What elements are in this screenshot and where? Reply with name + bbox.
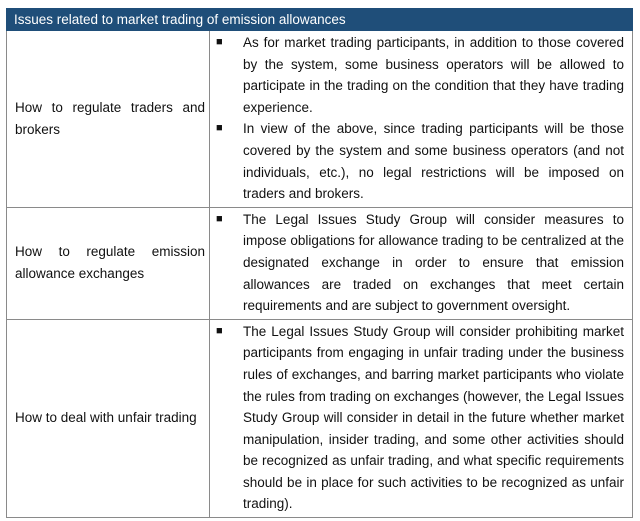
bullet-text: The Legal Issues Study Group will consider measures to impose obligations for allowance trading to be centralized at the designated exchange in order to ensure that emission allowances are traded on exchanges that meet certain requirements and are subject to government oversight. bbox=[243, 211, 624, 314]
square-bullet-icon: ■ bbox=[216, 122, 223, 135]
square-bullet-icon: ■ bbox=[216, 212, 223, 225]
square-bullet-icon: ■ bbox=[216, 36, 223, 48]
bullet-text: In view of the above, since trading participants will be those covered by the system and some business operators (and not individuals, etc.), no legal restrictions will be imposed on traders and brokers. bbox=[243, 121, 624, 202]
list-item bbox=[216, 209, 624, 317]
list-item bbox=[216, 321, 624, 515]
list-item bbox=[216, 118, 624, 204]
bullet-list bbox=[216, 209, 624, 317]
bullet-list bbox=[216, 321, 624, 515]
table-row bbox=[7, 319, 633, 517]
emission-trading-issues-table bbox=[6, 8, 633, 518]
row-body bbox=[210, 319, 633, 517]
row-body bbox=[210, 31, 633, 208]
bullet-text: The Legal Issues Study Group will consider prohibiting market participants from engaging in unfair trading under the business rules of exchanges, and barring market participants who violate the rules from trading on exchanges (however, the Legal Issues Study Group will consider in detail in the future whether market manipulation, insider trading, and some other activities should be recognized as unfair trading, and what specific requirements should be in place for such activities to be recognized as unfair trading). bbox=[243, 323, 624, 512]
row-body bbox=[210, 207, 633, 319]
row-label: How to regulate emission allowance exchanges bbox=[7, 207, 210, 319]
table-header-row bbox=[7, 9, 633, 31]
table-header: Issues related to market trading of emission allowances bbox=[7, 9, 633, 31]
bullet-list bbox=[216, 32, 624, 205]
square-bullet-icon: ■ bbox=[216, 324, 223, 337]
list-item bbox=[216, 32, 624, 118]
bullet-text: As for market trading participants, in addition to those covered by the system, some business operators will be allowed to participate in the trading on the condition that they have trading experience. bbox=[243, 35, 624, 115]
table-row bbox=[7, 207, 633, 319]
row-label: How to deal with unfair trading bbox=[7, 319, 210, 517]
table-row bbox=[7, 31, 633, 208]
row-label: How to regulate traders and brokers bbox=[7, 31, 210, 208]
